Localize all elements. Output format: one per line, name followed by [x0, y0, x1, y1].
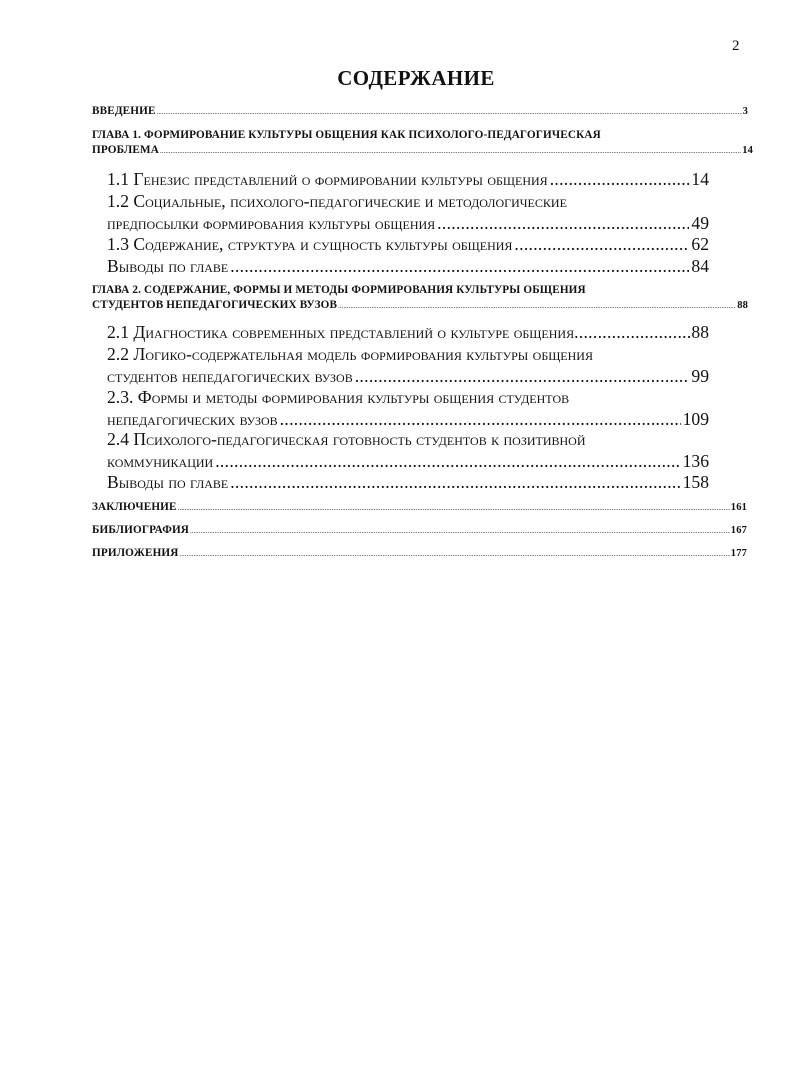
toc-page-number: 62	[691, 234, 709, 254]
toc-entry-chapter-2[interactable]	[92, 283, 748, 314]
toc-page-number: 14	[742, 145, 753, 156]
toc-page-number: 158	[682, 472, 709, 492]
toc-entry-1-2[interactable]	[107, 190, 709, 234]
dot-leader	[178, 500, 730, 516]
dot-leader	[180, 546, 730, 562]
toc-page-number: 136	[682, 451, 709, 471]
page-number: 2	[732, 38, 740, 54]
toc-entry-label: Выводы по главе	[107, 472, 229, 492]
toc-page-number: 99	[691, 366, 709, 386]
toc-entry-label: 1.3 Содержание, структура и сущность культуры общения	[107, 234, 513, 254]
toc-page-number: 3	[742, 106, 748, 117]
toc-entry-2-4[interactable]	[107, 428, 709, 472]
toc-page-number: 109	[682, 409, 709, 429]
dot-leader	[550, 168, 690, 190]
toc-entry-label: БИБЛИОГРАФИЯ	[92, 524, 190, 536]
toc-entry-label: 1.1 Генезис представлений о формировании культуры общения	[107, 169, 548, 189]
toc-entry-label-line1: ГЛАВА 1. ФОРМИРОВАНИЕ КУЛЬТУРЫ ОБЩЕНИЯ КАК ПСИХОЛОГО-ПЕДАГОГИЧЕСКАЯ	[92, 129, 601, 141]
toc-entry-label-line2: ПРОБЛЕМА	[92, 144, 159, 156]
toc-entry-label-line1: 2.2 Логико-содержательная модель формирования культуры общения	[107, 344, 593, 364]
toc-entry-label-line2: СТУДЕНТОВ НЕПЕДАГОГИЧЕСКИХ ВУЗОВ	[92, 299, 338, 311]
toc-entry-2-2[interactable]	[107, 343, 709, 387]
toc-page-number: 177	[730, 548, 747, 559]
toc-entry-label-line1: 1.2 Социальные, психолого-педагогические и методологические	[107, 191, 567, 211]
toc-page-number: 167	[730, 525, 747, 536]
toc-page-number: 88	[737, 300, 748, 311]
toc-page-number: 84	[691, 256, 709, 276]
toc-page-number: 49	[691, 213, 709, 233]
page-title: СОДЕРЖАНИЕ	[337, 66, 495, 90]
toc-entry-label-line1: 2.3. Формы и методы формирования культуры общения студентов	[107, 387, 570, 407]
toc-entry-2-3[interactable]	[107, 386, 709, 430]
toc-page-number: 161	[730, 502, 747, 513]
dot-leader	[230, 471, 680, 493]
toc-entry-label: ЗАКЛЮЧЕНИЕ	[92, 501, 177, 513]
dot-leader	[190, 523, 730, 539]
dot-leader	[338, 298, 736, 314]
toc-entry-label: ПРИЛОЖЕНИЯ	[92, 547, 179, 559]
dot-leader	[215, 450, 680, 472]
toc-entry-label-line1: ГЛАВА 2. СОДЕРЖАНИЕ, ФОРМЫ И МЕТОДЫ ФОРМИРОВАНИЯ КУЛЬТУРЫ ОБЩЕНИЯ	[92, 284, 586, 296]
toc-entry-bibliography[interactable]	[92, 523, 747, 539]
toc-entry-label: 2.1 Диагностика современных представлений о культуре общения	[107, 322, 575, 342]
toc-entry-appendix[interactable]	[92, 546, 747, 562]
dot-leader	[355, 365, 690, 387]
toc-entry-chapter-1[interactable]	[92, 128, 753, 159]
toc-entry-chapter-2-conclusions[interactable]	[107, 471, 709, 493]
toc-entry-intro[interactable]	[92, 104, 748, 120]
toc-entry-1-3[interactable]	[107, 233, 709, 255]
toc-entry-2-1[interactable]	[107, 321, 709, 343]
dot-leader	[437, 212, 689, 234]
toc-entry-1-1[interactable]	[107, 168, 709, 190]
toc-entry-label-line2: коммуникации	[107, 451, 214, 471]
toc-entry-conclusion[interactable]	[92, 500, 747, 516]
toc-entry-label: Выводы по главе	[107, 256, 229, 276]
toc-entry-chapter-1-conclusions[interactable]	[107, 255, 709, 277]
toc-entry-label-line2: предпосылки формирования культуры общения	[107, 213, 436, 233]
dot-leader	[230, 255, 689, 277]
toc-page-number: 14	[691, 169, 709, 189]
toc-entry-label: ВВЕДЕНИЕ	[92, 105, 156, 117]
toc-entry-label-line2: студентов непедагогических вузов	[107, 366, 353, 386]
dot-leader	[160, 143, 741, 159]
dot-leader	[280, 408, 681, 430]
dot-leader	[157, 104, 742, 120]
toc-entry-label-line2: непедагогических вузов	[107, 409, 278, 429]
toc-page-number: 88	[691, 322, 709, 342]
dot-leader	[514, 233, 689, 255]
toc-entry-label-line1: 2.4 Психолого-педагогическая готовность студентов к позитивной	[107, 429, 586, 449]
dot-leader	[574, 321, 691, 343]
